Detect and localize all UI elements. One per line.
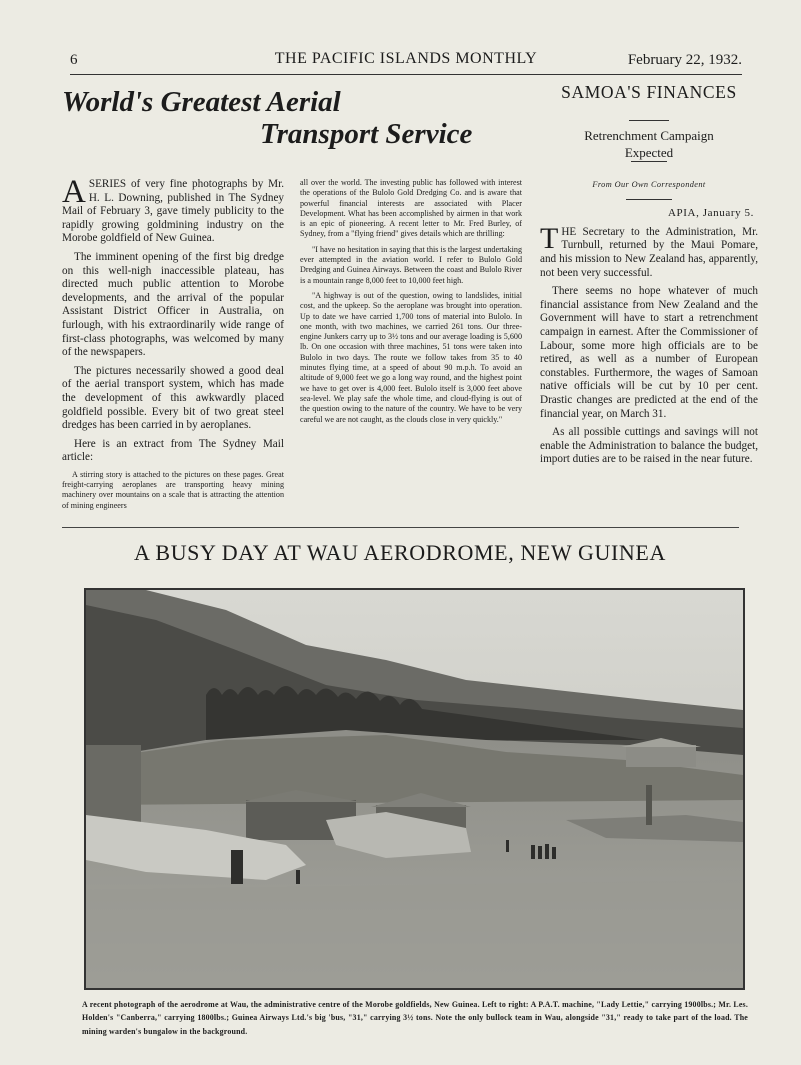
headline-line-1: World's Greatest Aerial (62, 86, 341, 118)
paragraph (540, 221, 758, 280)
side-article-subtitle (540, 127, 758, 161)
aerodrome-photograph (84, 588, 745, 990)
quoted-extract: A stirring story is attached to the pictures on these pages. Great freight-carrying aeroplanes are transporting heavy mining machinery over mountains on a scale that is attracting the attention of mining engineers (62, 469, 284, 510)
side-article (540, 82, 758, 472)
bungalow (626, 745, 696, 767)
header-rule (70, 74, 742, 75)
issue-date: February 22, 1932. (627, 52, 742, 68)
dateline: APIA, January 5. (668, 207, 754, 220)
divider (626, 199, 672, 200)
main-article-headline (60, 86, 530, 150)
hangar-left (86, 745, 141, 825)
photo-caption: A recent photograph of the aerodrome at Wau, the administrative centre of the Morobe goldfields, New Guinea. Left to right: A P.A.T. machine, "Lady Lettie," carrying 1900lbs.; Mr. Les. Holden's "Canberra," carrying 1800lbs.; Guinea Airways Ltd.'s big 'bus, "31," carrying 3½ tons. Note the only bullock team in Wau, alongside "31," ready to take part of the load. The mining warden's bungalow in the background. (82, 1000, 748, 1036)
paragraph: There seems no hope whatever of much financial assistance from New Zealand and the Government will have to start a retrenchment campaign in earnest. After the Commissioner of Labour, some more high officials are to be retired, as well as a number of European constables. Furthermore, the wages of Samoan native officials will be cut by 10 per cent. Drastic changes are predicted at the end of the financial year, on March 31. (540, 285, 758, 420)
headline-line-2: Transport Service (260, 118, 473, 150)
propeller (231, 850, 243, 884)
photo-illustration (86, 590, 743, 988)
side-article-title: SAMOA'S FINANCES (561, 82, 737, 102)
subtitle-line-1: Retrenchment Campaign (584, 127, 714, 143)
section-rule (62, 527, 739, 528)
main-article-column-2 (300, 178, 522, 430)
foreground-field (86, 880, 743, 988)
byline: From Our Own Correspondent (592, 179, 706, 189)
drop-cap: A (62, 174, 86, 210)
main-article-column-1 (62, 174, 284, 516)
running-head (70, 50, 742, 72)
page-number: 6 (70, 52, 78, 68)
paragraph-text: SERIES of very fine photographs by Mr. H. L. Downing, published in The Sydney Mail of February 3, gave timely publicity to the rapidly growing goldmining industry on the Morobe goldfield of New Guinea. (62, 178, 284, 245)
paragraph: Here is an extract from The Sydney Mail article: (62, 437, 284, 464)
divider (631, 161, 667, 162)
paragraph: As all possible cuttings and savings will not enable the Administration to balance the budget, import duties are to be raised in the near future. (540, 426, 758, 466)
paragraph (62, 174, 284, 246)
magazine-title: THE PACIFIC ISLANDS MONTHLY (274, 50, 538, 67)
paragraph: The pictures necessarily showed a good deal of the aerial transport system, which has made the development of this awkwardly placed goldfield possible. Every bit of two great steel dredges has been carried in by aeroplanes. (62, 364, 284, 432)
paragraph-text: HE Secretary to the Administration, Mr. Turnbull, returned by the Maui Pomare, and his mission to New Zealand has, apparently, not been very successful. (540, 225, 758, 279)
photo-heading: A BUSY DAY AT WAU AERODROME, NEW GUINEA (134, 540, 666, 565)
tail-fin (646, 785, 652, 825)
subtitle-line-2: Expected (624, 144, 674, 160)
paragraph: The imminent opening of the first big dredge on this well-nigh inaccessible plateau, has directed much public attention to Morobe developments, and the arrival of the popular Assistant District Officer in Australia, on furlough, with his extraordinarily wide range of first-class photographs, was welcomed by many of the newspapers. (62, 250, 284, 359)
paragraph: "I have no hesitation in saying that this is the largest undertaking ever attempted in the aviation world. I refer to Bulolo Gold Dredging and Guinea Airways. Between the coast and Bulolo River is a mountain range 8,000 feet to 10,000 feet high. (300, 244, 522, 285)
paragraph: "A highway is out of the question, owing to landslides, initial cost, and the upkeep. So the aeroplane was brought into operation. Up to date we have carried 1,700 tons of material into Bulolo. In one month, with two machines, we carried 261 tons. Our three-engine Junkers carry up to 3½ tons and our average loading is 5,600 lb. On one occasion with three machines, 51 tons were taken into Bulolo in two days. The route we follow takes from 35 to 40 minutes flying time, at a speed of about 90 m.p.h. To avoid an altitude of 9,000 feet we go a long way round, and the highest point we have to get over is 4,000 feet. Bulolo itself is 3,000 feet above sea-level. We play safe the whole time, and cloud-flying is out of the question owing to the nature of the country. We have to be very careful we are not caught, as the clouds close in very quickly." (300, 290, 522, 424)
paragraph: all over the world. The investing public has followed with interest the operations of the Bulolo Gold Dredging Co. and is aware that powerful financial interests are associated with Placer Development. What has been accomplished by airmen in that work is an epic of pioneering. A recent letter to Mr. Fred Burley, of Sydney, from a "flying friend" gives details which are thrilling: (300, 178, 522, 239)
drop-cap: T (540, 221, 559, 255)
divider (629, 120, 669, 121)
